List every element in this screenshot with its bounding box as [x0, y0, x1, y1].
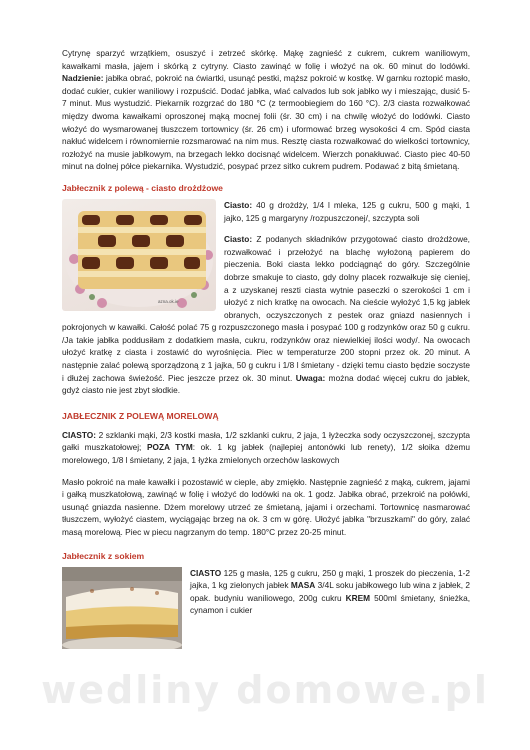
recipe2-method: Masło pokroić na małe kawałki i pozostawić w cieple, aby zmiękło. Następnie zagnieść z mąką, cukrem, jajami i gałką muszkatołową, zawinąć w folię i włożyć do lodówki na ok. 1 godz. Jabłka obrać, przekroić na połówki, usunąć gniazda nasienne. Dżem morelowy utrzeć ze śmietaną, jajami i orzechami. Tortownicę nasmarować tłuszczem, wyłożyć ciastem, wyciągając brzeg na ok. 3 cm w górę. Ułożyć jabłka "brzuszkami" do góry, zalać masą morelową. Piec w piecu nagrzanym do temp. 180°C przez 20-25 minut. — [62, 476, 470, 537]
recipe2-extra-text: : ok. 1 kg jabłek (najlepiej antonówki lub renety), 1/2 słoika dżemu morelowego, 1/8 l śmietany, 2 jaja, 1 łyżka zmielonych orzechów laskowych — [62, 442, 471, 466]
recipe2-extra-label: POZA TYM — [146, 442, 193, 453]
lattice-cake-illustration — [62, 199, 216, 311]
recipe3-ciasto-label: CIASTO — [190, 567, 222, 578]
recipe1-method-label: Ciasto: — [224, 234, 253, 245]
recipe3-photo — [62, 567, 182, 649]
recipe1-method-text: Z podanych składników przygotować ciasto drożdżowe, rozwałkować i przełożyć na blachę wyłożoną papierem do pieczenia. Boki ciasta lekko podciągnąć do góry. Szczególnie dobrze smakuje to ciasto, gdy dolny placek rozwałkuje się cieniej, a z uzyskanej reszti ciasta wytnie paseczki o szerokości 1 cm i ułożyć z nich kratkę na owocach. Na cieście wyłożyć 1,5 kg jabłek obranych, oczyszczonych z pestek oraz gniazd nasiennych i pokrojonych w kawałki. Całość polać 75 g rozpuszczonego masła i posypać 100 g rodzynków oraz 50 g cukru. /Ja takie jabłka poddusiłam z dodatkiem masła, cukru, rodzynków oraz niewielkiej ilości wody/. Na owocach ułożyć kratkę z ciasta i zostawić do wyrośnięcia. Piec w temperaturze 200 stopni przez ok. 20 minut. A następnie zalać polewą sporządzoną z 1 jajka, 50 g cukru i 1/8 l śmietany - dzięki temu ciasto będzie soczyste i dłużej zachowa świeżość. Piec jeszcze przez ok. 30 minut. — [62, 234, 470, 383]
recipe1-ingredients-label: Ciasto: — [224, 199, 253, 210]
recipe3-masa-label: MASA — [290, 580, 316, 591]
recipe3-title: Jabłecznik z sokiem — [62, 550, 145, 561]
recipe1-photo — [62, 199, 216, 311]
recipe2-ingredients — [62, 429, 470, 467]
recipe2-ingredients-text: 2 szklanki mąki, 2/3 kostki masła, 1/2 szklanki cukru, 2 jaja, 1 łyżeczka sody oczyszczonej, szczypta gałki muszkatołowej; — [62, 429, 470, 453]
recipe3-ciasto-text: 125 g masła, 125 g cukru, 250 g mąki, 1 proszek do pieczenia, 1-2 jajka, 1 kg zielonych jabłek — [190, 567, 470, 591]
recipe3-masa-text: 3/4L soku jabłkowego lub wina z jabłek, 2 opak. budyniu waniliowego, 200g cukru — [190, 580, 470, 603]
recipe3-krem-text: 500ml śmietany, śnieżka, cynamon i cukier — [190, 592, 470, 616]
recipe1-note-text: można dodać więcej cukru do jabłek, gdyż ciasto nie jest zbyt słodkie. — [62, 372, 470, 396]
recipe2-ingredients-label: CIASTO: — [62, 429, 96, 440]
document-page — [62, 47, 470, 653]
juice-cake-illustration — [62, 567, 182, 649]
recipe2-title: JABŁECZNIK Z POLEWĄ MORELOWĄ — [62, 410, 219, 421]
photo-caption: azna.ok.ie — [158, 298, 179, 304]
spacer — [62, 467, 470, 476]
intro-filling-label: Nadzienie: — [62, 73, 104, 84]
recipe1-ingredients-text: 40 g drożdży, 1/4 l mleka, 125 g cukru, 500 g mąki, 1 jajko, 125 g margaryny /rozpuszczonej/, szczypta soli — [224, 199, 470, 223]
intro-text: Cytrynę sparzyć wrzątkiem, osuszyć i zetrzeć skórkę. Mąkę zagnieść z cukrem, cukrem waniliowym, kawałkami masła, jajem i skórką z cytryny. Ciasto zawinąć w folię i włożyć na ok. 60 minut do lodówki. — [62, 48, 470, 71]
site-watermark: wedliny domowe.pl — [41, 668, 489, 712]
recipe3-krem-label: KREM — [345, 592, 371, 603]
recipe1-note-label: Uwaga: — [295, 372, 326, 383]
intro-paragraph — [62, 47, 470, 173]
intro-text-2: jabłka obrać, pokroić na ćwiartki, usunąć pestki, mąższ pokroić w kostkę. W garnku roztopić masło, dodać cukier, cukier waniliowy i rozpuścić. Dodać jabłka, wlać calvados lub sok jabłko wy i mieszając, dusić 5-7 minut. Mus wystudzić. Piekarnik rozgrzać do 180 °C (z termoobiegiem do 160 °C). 2/3 ciasta rozwałkować między dwoma kawałkami oproszonej mąką mocnej folii (śr. 30 cm) i na chwilę włożyć do lodówki. Ciasto włożyć do wysmarowanej tłuszczem tortownicy (śr. 26 cm) i uformować brzeg wysokości 4 cm. Spód ciasta nakłuć widelcem i równomiernie rozsmarować na nim mus. Resztę ciasta rozwałkować do wielkości tortownicy, rozłożyć na musie jabłkowym, na brzegach lekko docisnąć widelcem. Wierzch ponakłuwać. Ciasto piec 40-50 minut na dolnej półce piekarnika. Wystudzić, posypać przez sitko cukrem pudrem. Podawać z bitą śmietaną. — [62, 73, 470, 172]
recipe1-title: Jabłecznik z polewą - ciasto drożdżowe — [62, 182, 223, 193]
